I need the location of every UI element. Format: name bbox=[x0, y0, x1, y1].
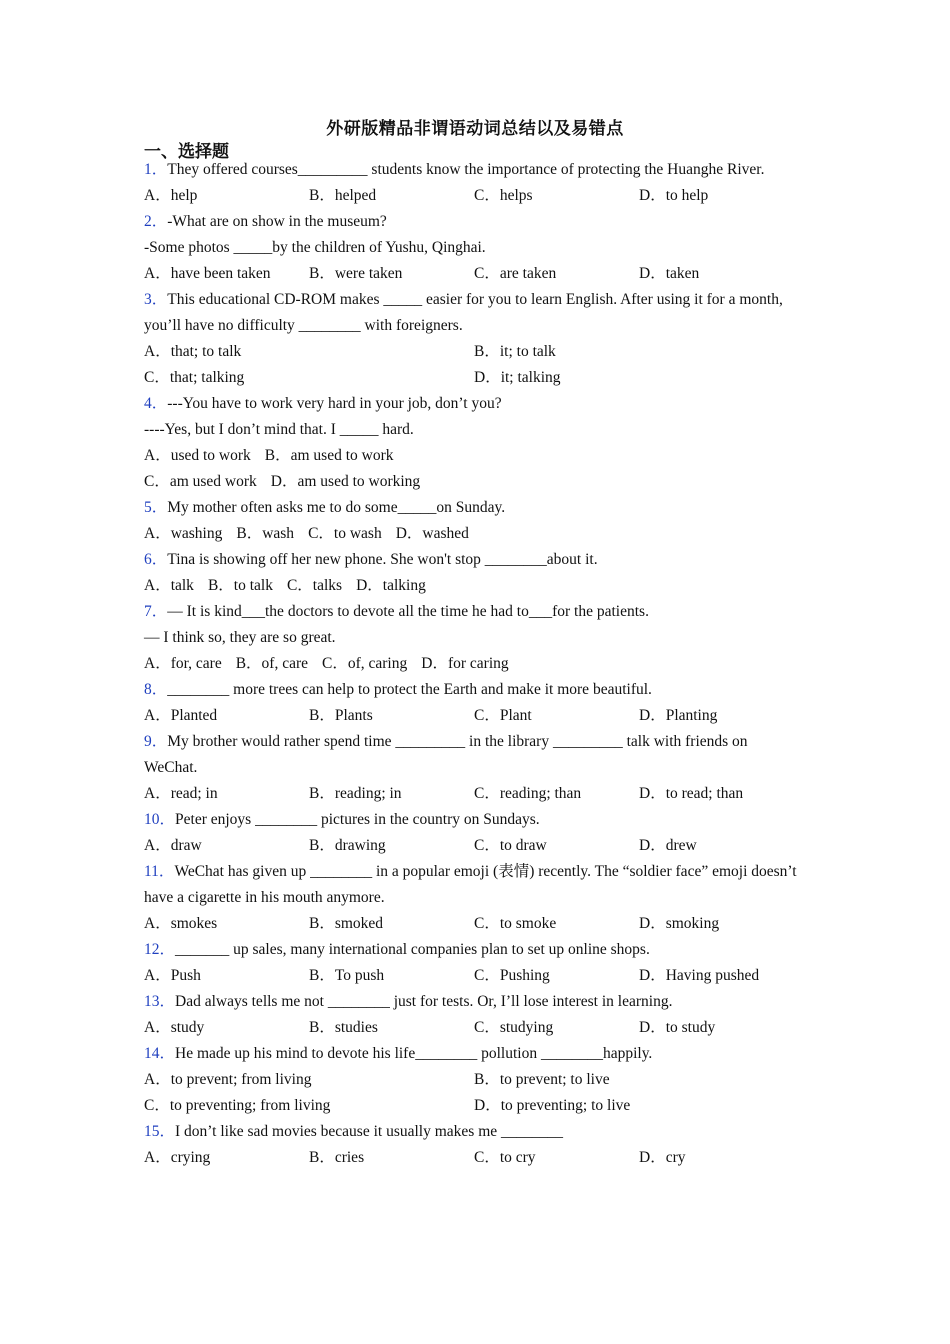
question-item bbox=[144, 209, 804, 287]
question-stem bbox=[144, 157, 804, 183]
answer-option[interactable]: C．to draw bbox=[474, 837, 547, 854]
question-text: ---You have to work very hard in your job, don’t you? bbox=[167, 395, 502, 412]
page-title: 外研版精品非谓语动词总结以及易错点 bbox=[326, 119, 624, 138]
answer-option[interactable]: D．drew bbox=[639, 837, 697, 854]
answer-option[interactable]: A．Push bbox=[144, 967, 201, 984]
question-item bbox=[144, 807, 804, 859]
answer-option[interactable]: C．studying bbox=[474, 1019, 554, 1036]
question-stem bbox=[144, 1041, 804, 1067]
question-stem bbox=[144, 287, 804, 339]
answer-option[interactable]: A．have been taken bbox=[144, 265, 271, 282]
options-row bbox=[144, 1015, 804, 1041]
question-number: 4． bbox=[144, 395, 168, 412]
answer-option[interactable]: A．read; in bbox=[144, 785, 218, 802]
question-number: 2． bbox=[144, 213, 168, 230]
answer-option[interactable]: B．of, care bbox=[235, 655, 309, 672]
question-stem bbox=[144, 937, 804, 963]
question-stem bbox=[144, 599, 804, 625]
question-number: 13． bbox=[144, 993, 176, 1010]
answer-option[interactable]: C．to wash bbox=[308, 525, 382, 542]
answer-option[interactable]: D．cry bbox=[639, 1149, 686, 1166]
question-item bbox=[144, 547, 804, 599]
question-line bbox=[144, 625, 804, 651]
question-stem bbox=[144, 391, 804, 417]
question-stem bbox=[144, 677, 804, 703]
answer-option[interactable]: C．reading; than bbox=[474, 785, 582, 802]
answer-option[interactable]: C．am used work bbox=[144, 473, 257, 490]
options-row bbox=[144, 339, 804, 365]
question-number: 14． bbox=[144, 1045, 176, 1062]
answer-option[interactable]: B．am used to work bbox=[264, 447, 394, 464]
answer-option[interactable]: D．for caring bbox=[421, 655, 509, 672]
question-item bbox=[144, 1119, 804, 1171]
question-text: Tina is showing off her new phone. She won't stop ________about it. bbox=[167, 551, 598, 568]
question-text: Peter enjoys ________ pictures in the country on Sundays. bbox=[175, 811, 540, 828]
answer-option[interactable]: C．to preventing; from living bbox=[144, 1097, 331, 1114]
question-text: This educational CD-ROM makes _____ easier for you to learn English. After using it for a month, you’ll have no difficulty ________ with foreigners. bbox=[144, 291, 783, 334]
answer-option[interactable]: A．for, care bbox=[144, 655, 222, 672]
options-row bbox=[144, 521, 804, 547]
options-row bbox=[144, 261, 804, 287]
answer-option[interactable]: A．crying bbox=[144, 1149, 211, 1166]
question-text: — I think so, they are so great. bbox=[144, 629, 336, 646]
question-number: 5． bbox=[144, 499, 168, 516]
question-item bbox=[144, 599, 804, 677]
answer-option[interactable]: B．helped bbox=[309, 187, 377, 204]
answer-option[interactable]: B．smoked bbox=[309, 915, 384, 932]
answer-option[interactable]: B．cries bbox=[309, 1149, 365, 1166]
question-number: 1． bbox=[144, 161, 168, 178]
question-number: 11． bbox=[144, 863, 175, 880]
answer-option[interactable]: B．to prevent; to live bbox=[474, 1071, 610, 1088]
question-text: -What are on show in the museum? bbox=[167, 213, 387, 230]
options-row bbox=[144, 963, 804, 989]
answer-option[interactable]: B．drawing bbox=[309, 837, 386, 854]
question-text: — It is kind___the doctors to devote all the time he had to___for the patients. bbox=[167, 603, 649, 620]
question-stem bbox=[144, 547, 804, 573]
question-line bbox=[144, 235, 804, 261]
answer-option[interactable]: B．Plants bbox=[309, 707, 373, 724]
options-row bbox=[144, 781, 804, 807]
question-item bbox=[144, 391, 804, 495]
question-text: ----Yes, but I don’t mind that. I _____ hard. bbox=[144, 421, 414, 438]
answer-option[interactable]: C．to smoke bbox=[474, 915, 557, 932]
answer-option[interactable]: D．taken bbox=[639, 265, 700, 282]
question-stem bbox=[144, 729, 804, 781]
question-stem bbox=[144, 1119, 804, 1145]
options-row bbox=[144, 1093, 804, 1119]
question-number: 7． bbox=[144, 603, 168, 620]
question-number: 9． bbox=[144, 733, 168, 750]
answer-option[interactable]: A．smokes bbox=[144, 915, 218, 932]
question-stem bbox=[144, 807, 804, 833]
question-number: 6． bbox=[144, 551, 168, 568]
answer-option[interactable]: A．that; to talk bbox=[144, 343, 242, 360]
question-item bbox=[144, 1041, 804, 1119]
question-item bbox=[144, 287, 804, 391]
options-row bbox=[144, 1067, 804, 1093]
answer-option[interactable]: D．to help bbox=[639, 187, 709, 204]
question-text: WeChat has given up ________ in a popular emoji (表情) recently. The “soldier face” emoji doesn’t have a cigarette in his mouth anymore. bbox=[144, 863, 797, 906]
question-text: They offered courses_________ students know the importance of protecting the Huanghe River. bbox=[167, 161, 765, 178]
answer-option[interactable]: D．Having pushed bbox=[639, 967, 760, 984]
options-row bbox=[144, 443, 804, 469]
question-item bbox=[144, 495, 804, 547]
answer-option[interactable]: C．to cry bbox=[474, 1149, 536, 1166]
question-stem bbox=[144, 859, 804, 911]
answer-option[interactable]: A．washing bbox=[144, 525, 223, 542]
answer-option[interactable]: A．help bbox=[144, 187, 198, 204]
answer-option[interactable]: B．wash bbox=[236, 525, 295, 542]
question-list bbox=[144, 157, 804, 1171]
answer-option[interactable]: D．to read; than bbox=[639, 785, 744, 802]
question-item bbox=[144, 729, 804, 807]
answer-option[interactable]: B．studies bbox=[309, 1019, 378, 1036]
question-item bbox=[144, 157, 804, 209]
answer-option[interactable]: A．Planted bbox=[144, 707, 218, 724]
question-text: He made up his mind to devote his life________ pollution ________happily. bbox=[175, 1045, 653, 1062]
answer-option[interactable]: C．talks bbox=[286, 577, 343, 594]
options-row bbox=[144, 651, 804, 677]
question-item bbox=[144, 937, 804, 989]
answer-option[interactable]: A．study bbox=[144, 1019, 205, 1036]
answer-option[interactable]: B．To push bbox=[309, 967, 385, 984]
question-item bbox=[144, 677, 804, 729]
question-number: 12． bbox=[144, 941, 176, 958]
question-stem bbox=[144, 989, 804, 1015]
question-number: 10． bbox=[144, 811, 176, 828]
answer-option[interactable]: A．draw bbox=[144, 837, 202, 854]
answer-option[interactable]: D．am used to working bbox=[270, 473, 421, 490]
answer-option[interactable]: D．washed bbox=[395, 525, 469, 542]
answer-option[interactable]: A．used to work bbox=[144, 447, 251, 464]
question-text: I don’t like sad movies because it usually makes me ________ bbox=[175, 1123, 564, 1140]
question-number: 15． bbox=[144, 1123, 176, 1140]
answer-option[interactable]: D．Planting bbox=[639, 707, 718, 724]
options-row bbox=[144, 469, 804, 495]
answer-option[interactable]: D．to preventing; to live bbox=[474, 1097, 631, 1114]
question-text: -Some photos _____by the children of Yushu, Qinghai. bbox=[144, 239, 486, 256]
options-row bbox=[144, 833, 804, 859]
answer-option[interactable]: A．to prevent; from living bbox=[144, 1071, 312, 1088]
answer-option[interactable]: C．of, caring bbox=[322, 655, 408, 672]
question-text: ________ more trees can help to protect the Earth and make it more beautiful. bbox=[167, 681, 652, 698]
answer-option[interactable]: C．that; talking bbox=[144, 369, 245, 386]
question-text: Dad always tells me not ________ just for tests. Or, I’ll lose interest in learning. bbox=[175, 993, 673, 1010]
options-row bbox=[144, 365, 804, 391]
answer-option[interactable]: A．talk bbox=[144, 577, 194, 594]
answer-option[interactable]: B．to talk bbox=[207, 577, 273, 594]
options-row bbox=[144, 703, 804, 729]
answer-option[interactable]: D．smoking bbox=[639, 915, 720, 932]
answer-option[interactable]: C．are taken bbox=[474, 265, 557, 282]
answer-option[interactable]: B．were taken bbox=[309, 265, 403, 282]
answer-option[interactable]: C．helps bbox=[474, 187, 533, 204]
question-stem bbox=[144, 209, 804, 235]
answer-option[interactable]: B．it; to talk bbox=[474, 343, 556, 360]
question-text: My mother often asks me to do some_____on Sunday. bbox=[167, 499, 506, 516]
answer-option[interactable]: D．it; talking bbox=[474, 369, 561, 386]
answer-option[interactable]: B．reading; in bbox=[309, 785, 402, 802]
options-row bbox=[144, 911, 804, 937]
question-item bbox=[144, 989, 804, 1041]
answer-option[interactable]: D．talking bbox=[356, 577, 426, 594]
question-number: 3． bbox=[144, 291, 168, 308]
question-number: 8． bbox=[144, 681, 168, 698]
question-line bbox=[144, 417, 804, 443]
question-item bbox=[144, 859, 804, 937]
options-row bbox=[144, 1145, 804, 1171]
answer-option[interactable]: C．Pushing bbox=[474, 967, 550, 984]
question-text: _______ up sales, many international companies plan to set up online shops. bbox=[175, 941, 650, 958]
question-stem bbox=[144, 495, 804, 521]
answer-option[interactable]: D．to study bbox=[639, 1019, 716, 1036]
section-heading: 一、选择题 bbox=[144, 142, 229, 161]
question-text: My brother would rather spend time _________ in the library _________ talk with friends on WeChat. bbox=[144, 733, 748, 776]
options-row bbox=[144, 573, 804, 599]
answer-option[interactable]: C．Plant bbox=[474, 707, 532, 724]
options-row bbox=[144, 183, 804, 209]
